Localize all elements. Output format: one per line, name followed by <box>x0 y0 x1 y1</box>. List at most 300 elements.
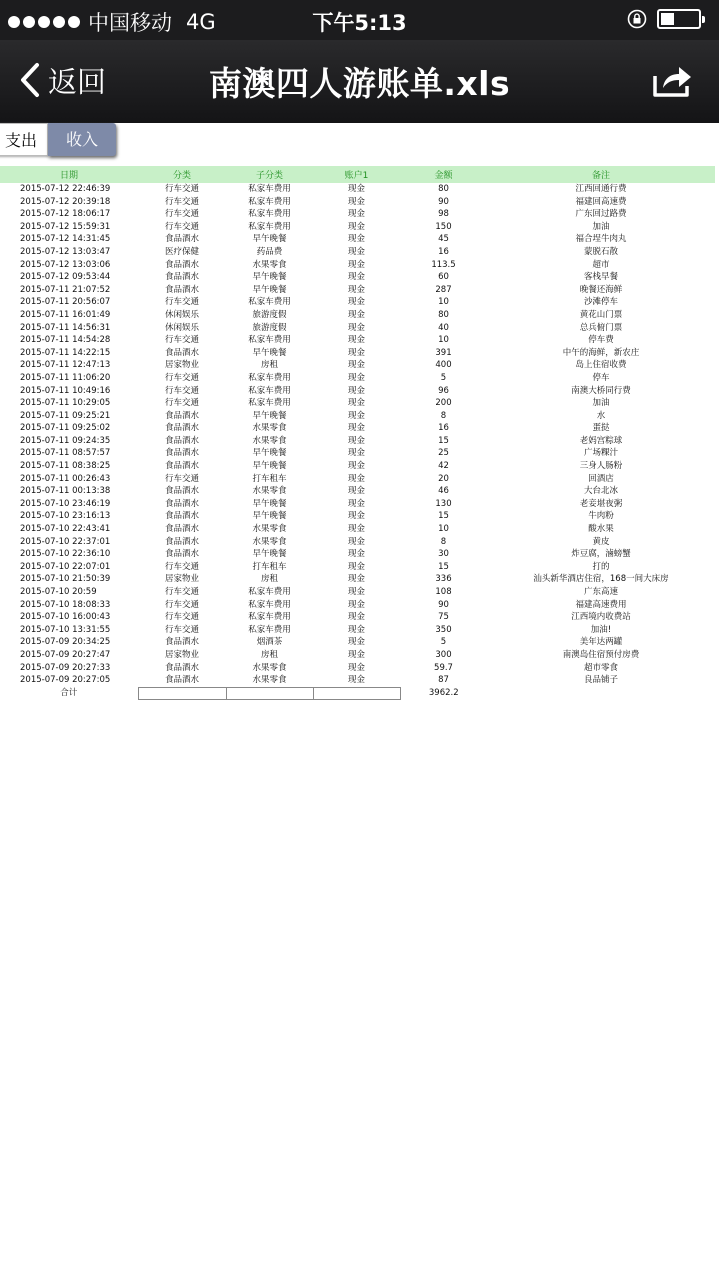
cell-account: 现金 <box>347 184 365 194</box>
cell-date: 2015-07-09 20:27:05 <box>20 675 111 686</box>
cell-note: 炸豆腐，滷螃蟹 <box>571 549 631 560</box>
cell-amount: 90 <box>438 196 449 207</box>
cell-category: 行车交通 <box>164 612 199 623</box>
table-row <box>0 322 715 335</box>
cell-category: 行车交通 <box>164 398 199 409</box>
cell-account: 现金 <box>347 612 365 623</box>
cell-account: 现金 <box>347 574 365 585</box>
cell-amount: 16 <box>438 423 449 434</box>
cell-account: 现金 <box>347 297 365 308</box>
cell-account: 现金 <box>347 423 365 434</box>
status-right <box>627 9 701 29</box>
cell-amount: 42 <box>438 461 449 472</box>
cell-subcategory: 私家车费用 <box>248 335 291 346</box>
table-row <box>0 359 715 372</box>
cell-subcategory: 房租 <box>260 574 278 585</box>
cell-category: 食品酒水 <box>164 461 199 472</box>
cell-account: 现金 <box>347 448 365 459</box>
table-row <box>0 447 715 460</box>
cell-account: 现金 <box>347 524 365 535</box>
cell-note: 岛上住宿收费 <box>575 360 627 371</box>
cell-category: 食品酒水 <box>164 272 199 283</box>
cell-note: 广东回过路费 <box>575 209 627 220</box>
cell-amount: 87 <box>438 675 449 686</box>
cell-subcategory: 烟酒茶 <box>256 637 283 648</box>
cell-account: 现金 <box>347 649 365 660</box>
cell-amount: 8 <box>440 536 447 547</box>
cell-note: 福建高速费用 <box>575 599 627 610</box>
status-time: 下午5:13 <box>312 11 407 35</box>
cell-category: 食品酒水 <box>164 448 199 459</box>
cell-note: 打的 <box>592 561 610 572</box>
cell-note: 水 <box>596 410 606 421</box>
cell-account: 现金 <box>347 209 365 220</box>
cell-note: 江西境内收费站 <box>571 612 631 623</box>
cell-date: 2015-07-11 14:22:15 <box>20 347 111 358</box>
cell-category: 食品酒水 <box>164 234 199 245</box>
cell-amount: 5 <box>440 372 447 383</box>
cell-amount: 80 <box>438 184 449 194</box>
cell-account: 现金 <box>347 599 365 610</box>
cell-subcategory: 水果零食 <box>252 486 287 497</box>
network-type: 4G <box>186 10 216 34</box>
table-row <box>0 674 715 687</box>
cell-note: 回酒店 <box>588 473 614 484</box>
cell-amount: 391 <box>435 347 452 358</box>
cell-amount: 336 <box>435 574 452 585</box>
cell-subcategory: 私家车费用 <box>248 184 291 194</box>
cell-amount: 10 <box>438 524 449 535</box>
cell-note: 汕头新华酒店住宿，168一间大床房 <box>533 574 669 585</box>
cell-category: 行车交通 <box>164 297 199 308</box>
page-title: 南澳四人游账单.xls <box>208 64 511 103</box>
cell-amount: 15 <box>438 511 449 522</box>
rotation-lock-icon <box>627 9 647 29</box>
tab-income[interactable]: 收入 <box>48 123 116 156</box>
cell-date: 2015-07-11 09:25:02 <box>20 423 111 434</box>
cell-note: 中午的海鲜，新农庄 <box>562 347 640 358</box>
cell-amount: 30 <box>438 549 449 560</box>
cell-date: 2015-07-10 13:31:55 <box>20 624 111 635</box>
cell-subcategory: 水果零食 <box>252 435 287 446</box>
cell-subcategory: 早午晚餐 <box>252 448 287 459</box>
cell-account: 现金 <box>347 637 365 648</box>
cell-note: 老妈宫粽球 <box>579 435 623 446</box>
cell-amount: 287 <box>435 284 452 295</box>
table-row <box>0 599 715 612</box>
status-bar <box>0 0 719 40</box>
cell-note: 加油! <box>590 624 612 635</box>
cell-date: 2015-07-11 20:56:07 <box>20 297 111 308</box>
cell-amount: 20 <box>438 473 449 484</box>
cell-account: 现金 <box>347 662 365 673</box>
cell-amount: 40 <box>438 322 449 333</box>
cell-note: 广东高速 <box>583 587 618 597</box>
cell-account: 现金 <box>347 561 365 572</box>
cell-subcategory: 早午晚餐 <box>252 284 287 295</box>
cell-amount: 15 <box>438 561 449 572</box>
battery-level <box>661 13 674 25</box>
cell-date: 2015-07-10 22:43:41 <box>20 524 111 535</box>
cell-subcategory: 水果零食 <box>252 536 287 547</box>
table-row <box>0 246 715 259</box>
cell-subcategory: 旅游度假 <box>252 322 287 333</box>
cell-note: 大台北冰 <box>583 486 618 497</box>
cell-date: 2015-07-11 00:13:38 <box>20 486 111 497</box>
cell-amount: 98 <box>438 209 449 220</box>
cell-subcategory: 水果零食 <box>252 675 287 686</box>
cell-date: 2015-07-12 09:53:44 <box>20 272 111 283</box>
cell-subcategory: 早午晚餐 <box>252 234 287 245</box>
total-empty-cell <box>138 687 226 700</box>
cell-subcategory: 早午晚餐 <box>252 272 287 283</box>
cell-date: 2015-07-11 14:56:31 <box>20 322 111 333</box>
cell-subcategory: 私家车费用 <box>248 624 291 635</box>
cell-date: 2015-07-11 10:49:16 <box>20 385 111 396</box>
cell-account: 现金 <box>347 246 365 257</box>
cell-amount: 80 <box>438 309 449 320</box>
table-row <box>0 510 715 523</box>
total-empty-cell <box>226 687 313 700</box>
header-amount: 金额 <box>400 166 487 183</box>
sheet-tabs <box>0 123 116 156</box>
cell-subcategory: 早午晚餐 <box>252 498 287 509</box>
cell-category: 行车交通 <box>164 209 199 220</box>
cell-date: 2015-07-11 11:06:20 <box>20 372 111 383</box>
cell-amount: 60 <box>438 272 449 283</box>
table-row <box>0 397 715 410</box>
cell-account: 现金 <box>347 360 365 371</box>
cell-account: 现金 <box>347 435 365 446</box>
cell-account: 现金 <box>347 498 365 509</box>
cell-note: 江西回通行费 <box>575 184 627 194</box>
cell-note: 酸水果 <box>588 524 614 535</box>
cell-note: 老妾堪夜粥 <box>579 498 623 509</box>
total-label: 合计 <box>60 688 78 699</box>
cell-amount: 46 <box>438 486 449 497</box>
cell-category: 居家物业 <box>164 360 199 371</box>
table-row <box>0 473 715 486</box>
cell-category: 食品酒水 <box>164 486 199 497</box>
total-empty-cell <box>313 687 400 700</box>
cell-category: 食品酒水 <box>164 675 199 686</box>
cell-date: 2015-07-12 22:46:39 <box>20 184 111 194</box>
cell-account: 现金 <box>347 309 365 320</box>
cell-amount: 16 <box>438 246 449 257</box>
table-row <box>0 410 715 423</box>
table-row <box>0 662 715 675</box>
table-row <box>0 548 715 561</box>
table-row <box>0 271 715 284</box>
table-row <box>0 422 715 435</box>
cell-account: 现金 <box>347 511 365 522</box>
cell-date: 2015-07-11 08:57:57 <box>20 448 111 459</box>
table-row <box>0 334 715 347</box>
cell-amount: 96 <box>438 385 449 396</box>
cell-date: 2015-07-10 22:36:10 <box>20 549 111 560</box>
cell-amount: 8 <box>440 410 447 421</box>
cell-subcategory: 早午晚餐 <box>252 511 287 522</box>
cell-category: 休闲娱乐 <box>164 322 199 333</box>
cell-note: 总兵俯门票 <box>579 322 623 333</box>
cell-subcategory: 水果零食 <box>252 524 287 535</box>
cell-date: 2015-07-09 20:27:47 <box>20 649 111 660</box>
cell-note: 黄皮 <box>592 536 610 547</box>
cell-category: 食品酒水 <box>164 284 199 295</box>
cell-category: 医疗保健 <box>164 246 199 257</box>
cell-category: 食品酒水 <box>164 511 199 522</box>
cell-subcategory: 私家车费用 <box>248 297 291 308</box>
cell-date: 2015-07-11 00:26:43 <box>20 473 111 484</box>
cell-category: 食品酒水 <box>164 549 199 560</box>
cell-subcategory: 打车租车 <box>252 473 287 484</box>
cell-amount: 200 <box>435 398 452 409</box>
cell-category: 食品酒水 <box>164 498 199 509</box>
header-category: 分类 <box>138 166 226 183</box>
cell-subcategory: 私家车费用 <box>248 612 291 623</box>
cell-subcategory: 私家车费用 <box>248 599 291 610</box>
cell-note: 晚餐还海鲜 <box>579 284 623 295</box>
table-row <box>0 196 715 209</box>
navigation-bar <box>0 40 719 123</box>
cell-note: 良品铺子 <box>583 675 618 686</box>
cell-account: 现金 <box>347 398 365 409</box>
cell-subcategory: 早午晚餐 <box>252 410 287 421</box>
cell-date: 2015-07-11 16:01:49 <box>20 309 111 320</box>
cell-subcategory: 房租 <box>260 360 278 371</box>
cell-account: 现金 <box>347 196 365 207</box>
table-row <box>0 498 715 511</box>
header-date: 日期 <box>0 166 138 183</box>
cell-amount: 90 <box>438 599 449 610</box>
table-row <box>0 183 715 196</box>
cell-note: 加油 <box>592 398 610 409</box>
cell-amount: 350 <box>435 624 452 635</box>
cell-date: 2015-07-12 13:03:47 <box>20 246 111 257</box>
tab-expense[interactable]: 支出 <box>0 123 48 156</box>
cell-date: 2015-07-10 16:00:43 <box>20 612 111 623</box>
cell-subcategory: 早午晚餐 <box>252 347 287 358</box>
cell-account: 现金 <box>347 461 365 472</box>
cell-account: 现金 <box>347 536 365 547</box>
cell-account: 现金 <box>347 587 365 597</box>
cell-note: 南澳大桥同行费 <box>571 385 631 396</box>
cell-category: 食品酒水 <box>164 435 199 446</box>
table-row <box>0 309 715 322</box>
total-amount: 3962.2 <box>428 688 459 699</box>
cell-category: 食品酒水 <box>164 423 199 434</box>
cell-note: 黄花山门票 <box>579 309 623 320</box>
cell-account: 现金 <box>347 335 365 346</box>
table-row <box>0 536 715 549</box>
cell-date: 2015-07-10 22:37:01 <box>20 536 111 547</box>
cell-note: 沙滩停车 <box>583 297 618 308</box>
table-row <box>0 561 715 574</box>
cell-account: 现金 <box>347 347 365 358</box>
cell-date: 2015-07-10 22:07:01 <box>20 561 111 572</box>
cell-date: 2015-07-12 15:59:31 <box>20 221 111 232</box>
cell-subcategory: 早午晚餐 <box>252 549 287 560</box>
cell-category: 行车交通 <box>164 196 199 207</box>
cell-account: 现金 <box>347 221 365 232</box>
table-row <box>0 347 715 360</box>
cell-account: 现金 <box>347 322 365 333</box>
cell-account: 现金 <box>347 549 365 560</box>
cell-note: 美年达两罐 <box>579 637 623 648</box>
table-body <box>0 183 715 700</box>
cell-subcategory: 私家车费用 <box>248 209 291 220</box>
cell-note: 广场粿汁 <box>583 448 618 459</box>
cell-note: 三身人肠粉 <box>579 461 623 472</box>
cell-account: 现金 <box>347 486 365 497</box>
cell-account: 现金 <box>347 410 365 421</box>
cell-note: 停车费 <box>588 335 614 346</box>
cell-subcategory: 早午晚餐 <box>252 461 287 472</box>
table-row <box>0 523 715 536</box>
cell-category: 行车交通 <box>164 335 199 346</box>
cell-amount: 400 <box>435 360 452 371</box>
table-header-row <box>0 166 715 183</box>
cell-amount: 150 <box>435 221 452 232</box>
cell-note: 蒙脱石散 <box>583 246 618 257</box>
cell-amount: 75 <box>438 612 449 623</box>
spreadsheet-table <box>0 166 716 700</box>
cell-date: 2015-07-11 14:54:28 <box>20 335 111 346</box>
table-row <box>0 296 715 309</box>
table-row <box>0 485 715 498</box>
cell-note: 福建回高速费 <box>575 196 627 207</box>
cell-date: 2015-07-12 14:31:45 <box>20 234 111 245</box>
cell-account: 现金 <box>347 259 365 270</box>
table-row <box>0 372 715 385</box>
cell-account: 现金 <box>347 234 365 245</box>
table-row <box>0 611 715 624</box>
cell-account: 现金 <box>347 385 365 396</box>
cell-note: 福合埕牛肉丸 <box>575 234 627 245</box>
cell-date: 2015-07-10 18:08:33 <box>20 599 111 610</box>
cell-subcategory: 私家车费用 <box>248 221 291 232</box>
cell-account: 现金 <box>347 272 365 283</box>
header-subcategory: 子分类 <box>226 166 313 183</box>
cell-category: 行车交通 <box>164 385 199 396</box>
cell-subcategory: 私家车费用 <box>248 587 291 597</box>
back-label: 返回 <box>48 64 107 99</box>
cell-amount: 10 <box>438 335 449 346</box>
table-row <box>0 649 715 662</box>
table-row <box>0 385 715 398</box>
cell-category: 行车交通 <box>164 624 199 635</box>
cell-category: 行车交通 <box>164 473 199 484</box>
total-row <box>0 687 715 700</box>
carrier-name: 中国移动 <box>88 11 172 35</box>
header-account: 账户1 <box>313 166 400 183</box>
cell-category: 食品酒水 <box>164 347 199 358</box>
cell-subcategory: 打车租车 <box>252 561 287 572</box>
share-icon[interactable] <box>651 62 693 98</box>
cell-amount: 25 <box>438 448 449 459</box>
table-row <box>0 221 715 234</box>
cell-amount: 45 <box>438 234 449 245</box>
cell-subcategory: 旅游度假 <box>252 309 287 320</box>
header-note: 备注 <box>487 166 715 183</box>
cell-date: 2015-07-12 18:06:17 <box>20 209 111 220</box>
cell-date: 2015-07-11 21:07:52 <box>20 284 111 295</box>
cell-category: 行车交通 <box>164 561 199 572</box>
table-row <box>0 573 715 586</box>
cell-category: 居家物业 <box>164 574 199 585</box>
cell-category: 行车交通 <box>164 599 199 610</box>
cell-amount: 113.5 <box>431 259 456 270</box>
cell-category: 食品酒水 <box>164 637 199 648</box>
cell-category: 行车交通 <box>164 372 199 383</box>
cell-category: 行车交通 <box>164 221 199 232</box>
cell-note: 超市零食 <box>583 662 618 673</box>
cell-subcategory: 私家车费用 <box>248 385 291 396</box>
cell-subcategory: 私家车费用 <box>248 196 291 207</box>
cell-category: 食品酒水 <box>164 410 199 421</box>
cell-date: 2015-07-11 12:47:13 <box>20 360 111 371</box>
cell-subcategory: 水果零食 <box>252 259 287 270</box>
cell-amount: 5 <box>440 637 447 648</box>
cell-amount: 59.7 <box>434 662 453 673</box>
table-row <box>0 233 715 246</box>
cell-note: 客栈早餐 <box>583 272 618 283</box>
cell-amount: 15 <box>438 435 449 446</box>
cell-category: 行车交通 <box>164 184 199 194</box>
table-row <box>0 435 715 448</box>
cell-date: 2015-07-11 09:25:21 <box>20 410 111 421</box>
total-note-cell <box>487 687 715 700</box>
table-row <box>0 624 715 637</box>
table-row <box>0 586 715 599</box>
cell-category: 行车交通 <box>164 587 199 597</box>
cell-account: 现金 <box>347 675 365 686</box>
cell-account: 现金 <box>347 624 365 635</box>
cell-date: 2015-07-11 08:38:25 <box>20 461 111 472</box>
cell-date: 2015-07-09 20:27:33 <box>20 662 111 673</box>
cell-date: 2015-07-09 20:34:25 <box>20 637 111 648</box>
table-row <box>0 208 715 221</box>
cell-date: 2015-07-10 23:46:19 <box>20 498 111 509</box>
cell-note: 超市 <box>592 259 610 270</box>
cell-subcategory: 药品费 <box>256 246 283 257</box>
cell-note: 牛肉粉 <box>588 511 614 522</box>
cell-date: 2015-07-12 20:39:18 <box>20 196 111 207</box>
cell-note: 加油 <box>592 221 610 232</box>
cell-subcategory: 水果零食 <box>252 423 287 434</box>
cell-category: 居家物业 <box>164 649 199 660</box>
battery-icon <box>657 9 701 29</box>
cell-date: 2015-07-11 09:24:35 <box>20 435 111 446</box>
cell-subcategory: 私家车费用 <box>248 372 291 383</box>
cell-date: 2015-07-11 10:29:05 <box>20 398 111 409</box>
table-row <box>0 460 715 473</box>
cell-subcategory: 私家车费用 <box>248 398 291 409</box>
cell-date: 2015-07-10 20:59 <box>20 587 97 597</box>
table-row <box>0 259 715 272</box>
cell-category: 食品酒水 <box>164 536 199 547</box>
cell-category: 食品酒水 <box>164 662 199 673</box>
cell-date: 2015-07-12 13:03:06 <box>20 259 111 270</box>
cell-category: 食品酒水 <box>164 524 199 535</box>
cell-subcategory: 水果零食 <box>252 662 287 673</box>
cell-date: 2015-07-10 21:50:39 <box>20 574 111 585</box>
cell-amount: 108 <box>435 587 452 597</box>
cell-amount: 10 <box>438 297 449 308</box>
cell-subcategory: 房租 <box>260 649 278 660</box>
cell-note: 停车 <box>592 372 610 383</box>
cell-note: 南澳岛住宿预付房费 <box>562 649 640 660</box>
